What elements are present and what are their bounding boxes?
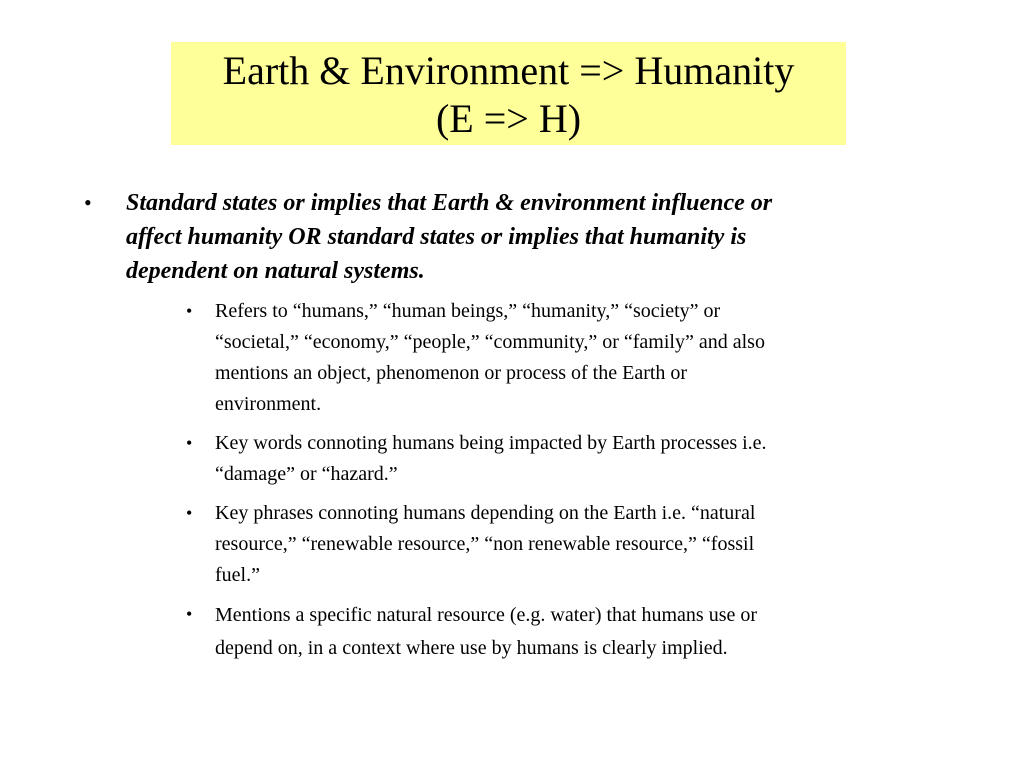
sub-bullet-line: Refers to “humans,” “human beings,” “humanity,” “society” or [215, 300, 721, 322]
sub-bullet-line: Mentions a specific natural resource (e.g. water) that humans use or [215, 604, 758, 626]
sub-bullet-line: “damage” or “hazard.” [215, 463, 398, 485]
sub-bullet-list [186, 296, 946, 673]
sub-bullet-line: mentions an object, phenomenon or process of the Earth or [215, 362, 688, 384]
sub-bullet-item [186, 498, 946, 591]
slide-title-box [171, 42, 846, 145]
sub-bullet-text [215, 428, 946, 490]
bullet-marker: • [186, 433, 193, 453]
main-bullet-text [126, 186, 916, 288]
sub-bullet-item [186, 599, 946, 665]
sub-bullet-text [215, 599, 946, 665]
sub-bullet-item [186, 296, 946, 420]
main-bullet-line: Standard states or implies that Earth & environment influence or [126, 190, 773, 216]
slide-title: Earth & Environment => Humanity [222, 48, 795, 93]
bullet-marker: • [186, 604, 193, 624]
sub-bullet-line: depend on, in a context where use by humans is clearly implied. [215, 637, 728, 659]
sub-bullet-line: environment. [215, 393, 322, 415]
bullet-marker: • [186, 301, 193, 321]
slide-subtitle: (E => H) [435, 96, 582, 141]
main-bullet-line: dependent on natural systems. [126, 258, 425, 284]
sub-bullet-text [215, 498, 946, 591]
sub-bullet-line: Key phrases connoting humans depending on the Earth i.e. “natural [215, 502, 756, 524]
sub-bullet-line: fuel.” [215, 564, 260, 586]
sub-bullet-line: Key words connoting humans being impacted by Earth processes i.e. [215, 432, 767, 454]
bullet-marker: • [84, 190, 92, 215]
sub-bullet-text [215, 296, 946, 420]
sub-bullet-line: resource,” “renewable resource,” “non renewable resource,” “fossil [215, 533, 755, 555]
sub-bullet-line: “societal,” “economy,” “people,” “community,” or “family” and also [215, 331, 765, 353]
main-bullet-line: affect humanity OR standard states or implies that humanity is [126, 224, 747, 250]
sub-bullet-item [186, 428, 946, 490]
bullet-marker: • [186, 503, 193, 523]
